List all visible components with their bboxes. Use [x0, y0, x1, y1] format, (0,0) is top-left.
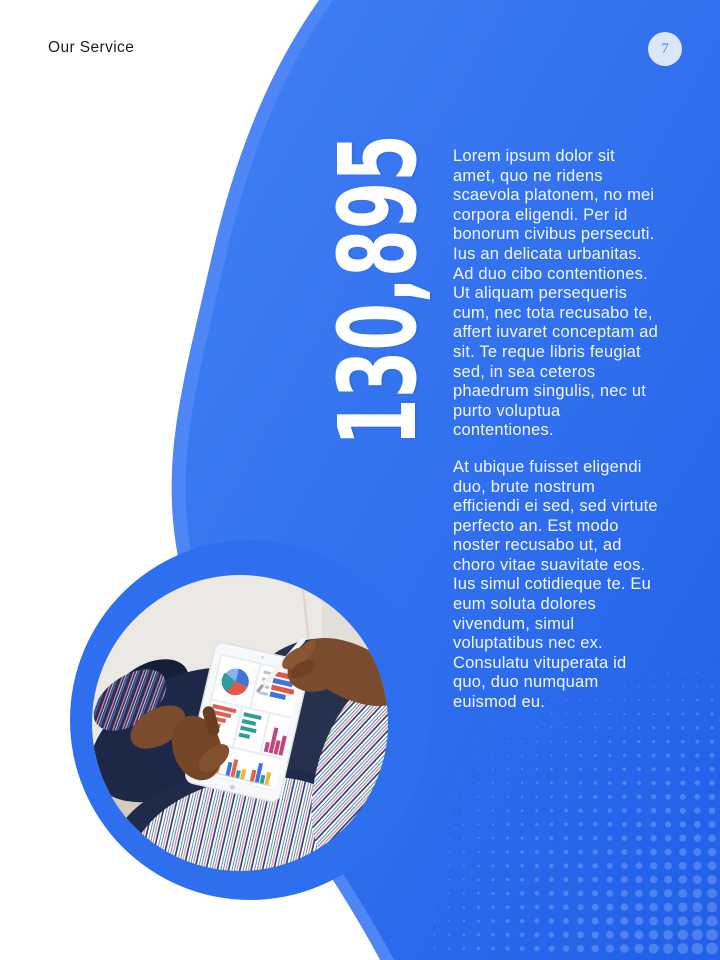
stat-value: 130,895 — [317, 134, 441, 446]
body-text-column — [453, 147, 659, 730]
page-number-badge — [648, 32, 682, 66]
page-title: Our Service — [48, 39, 135, 56]
page-number: 7 — [661, 40, 669, 57]
body-paragraph-2: At ubique fuisset eligendi duo, brute nostrum efficiendi ei sed, sed virtute perfecto an. Est modo noster recusabo ut, ad choro vitae suavitate eos. Ius simul cotidieque te. Eu eum soluta dolores vivendum, simul voluptatibus nec ex. Consulatu vituperata id quo, duo numquam euismod eu. — [453, 457, 658, 712]
body-paragraph-1: Lorem ipsum dolor sit amet, quo ne ridens scaevola platonem, no mei corpora eligendi. Per id bonorum civibus persecuti. Ius an delicata urbanitas. Ad duo cibo contentiones. Ut aliquam persequeris cum, nec tota recusabo te, affert iuvaret conceptam ad sit. Te reque libris feugiat sed, in sea ceteros phaedrum singulis, nec ut purto voluptua contentiones. — [453, 147, 659, 440]
